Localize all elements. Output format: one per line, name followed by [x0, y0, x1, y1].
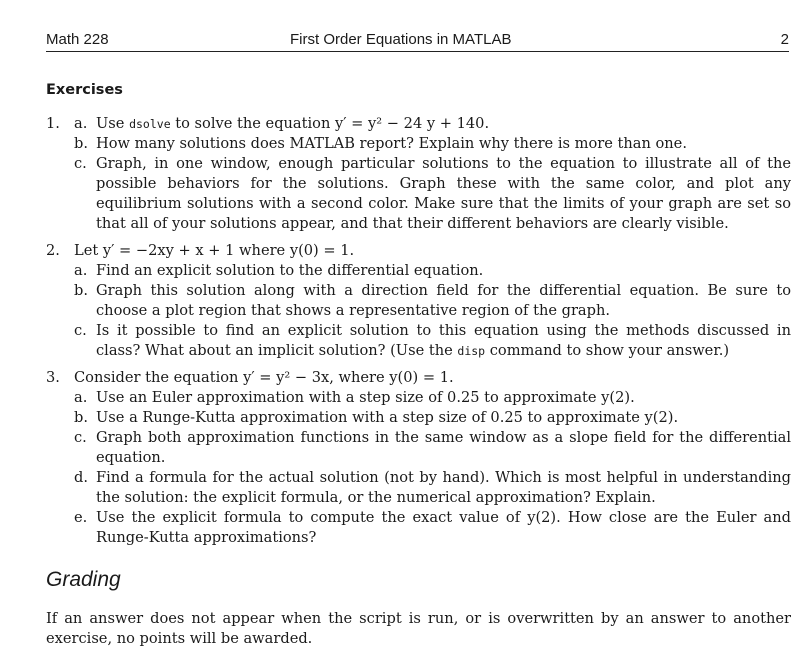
code-dsolve: dsolve [129, 117, 171, 131]
exercise-1a [46, 114, 791, 134]
exercise-text: Use a Runge-Kutta approximation with a step size of 0.25 to approximate y(2). [96, 409, 679, 426]
exercise-text: How many solutions does MATLAB report? Explain why there is more than one. [96, 135, 687, 152]
exercise-number: 3. [46, 369, 60, 386]
sub-letter: a. [74, 262, 88, 279]
sub-letter: a. [74, 389, 88, 406]
sub-letter: a. [74, 115, 88, 132]
exercise-text: command to show your answer.) [485, 342, 730, 359]
grading-heading: Grading [46, 568, 121, 591]
exercise-2c [46, 321, 791, 361]
page-number: 2 [780, 31, 789, 48]
exercise-3a [46, 388, 791, 408]
exercise-2b [46, 281, 791, 321]
sub-letter: b. [74, 409, 88, 426]
exercise-text: Graph, in one window, enough particular solutions to the equation to illustrate all of the possible behaviors for the solutions. Graph these with the same color, and plot any equilibrium solutions with a second color. Make sure that the limits of your graph are set so that all of your solutions appear, and that their different behaviors are clearly visible. [96, 155, 791, 232]
exercise-intro: Consider the equation y′ = y² − 3x, where y(0) = 1. [74, 369, 454, 386]
exercise-text: Find a formula for the actual solution (not by hand). Which is most helpful in understanding the solution: the explicit formula, or the numerical approximation? Explain. [96, 469, 791, 506]
exercise-2-intro [46, 241, 791, 261]
sub-letter: d. [74, 469, 88, 486]
exercise-text: Find an explicit solution to the differential equation. [96, 262, 484, 279]
document-title: First Order Equations in MATLAB [290, 31, 512, 48]
exercise-3c [46, 428, 791, 468]
exercise-1 [46, 114, 791, 234]
exercise-2a [46, 261, 791, 281]
exercise-3e [46, 508, 791, 548]
sub-letter: c. [74, 322, 87, 339]
exercises-heading: Exercises [46, 82, 123, 98]
exercise-number: 2. [46, 242, 60, 259]
sub-letter: b. [74, 135, 88, 152]
exercise-text: Use an Euler approximation with a step size of 0.25 to approximate y(2). [96, 389, 635, 406]
exercise-intro: Let y′ = −2xy + x + 1 where y(0) = 1. [74, 242, 355, 259]
exercise-2 [46, 241, 791, 361]
exercise-3 [46, 368, 791, 548]
exercise-text: Use [96, 115, 130, 132]
code-disp: disp [457, 344, 486, 358]
sub-letter: c. [74, 155, 87, 172]
sub-letter: b. [74, 282, 88, 299]
sub-letter: c. [74, 429, 87, 446]
page-header [46, 31, 789, 53]
exercise-text: Use the explicit formula to compute the exact value of y(2). How close are the Euler and Runge-Kutta approximations? [96, 509, 791, 546]
course-label: Math 228 [46, 31, 109, 48]
exercise-3d [46, 468, 791, 508]
exercise-text: Graph both approximation functions in the same window as a slope field for the differential equation. [96, 429, 791, 466]
exercise-number: 1. [46, 115, 60, 132]
exercise-text: Graph this solution along with a direction field for the differential equation. Be sure to choose a plot region that shows a representative region of the graph. [96, 282, 791, 319]
exercise-3b [46, 408, 791, 428]
grading-text: If an answer does not appear when the script is run, or is overwritten by an answer to another exercise, no points will be awarded. [46, 610, 791, 647]
sub-letter: e. [74, 509, 88, 526]
exercise-3-intro [46, 368, 791, 388]
exercise-text: to solve the equation y′ = y² − 24 y + 140. [170, 115, 490, 132]
header-rule [46, 51, 789, 52]
exercise-1b [46, 134, 791, 154]
exercise-1c [46, 154, 791, 234]
exercise-text: Is it possible to find an explicit solution to this equation using the methods discussed in class? What about an implicit solution? (Use the [96, 322, 791, 359]
